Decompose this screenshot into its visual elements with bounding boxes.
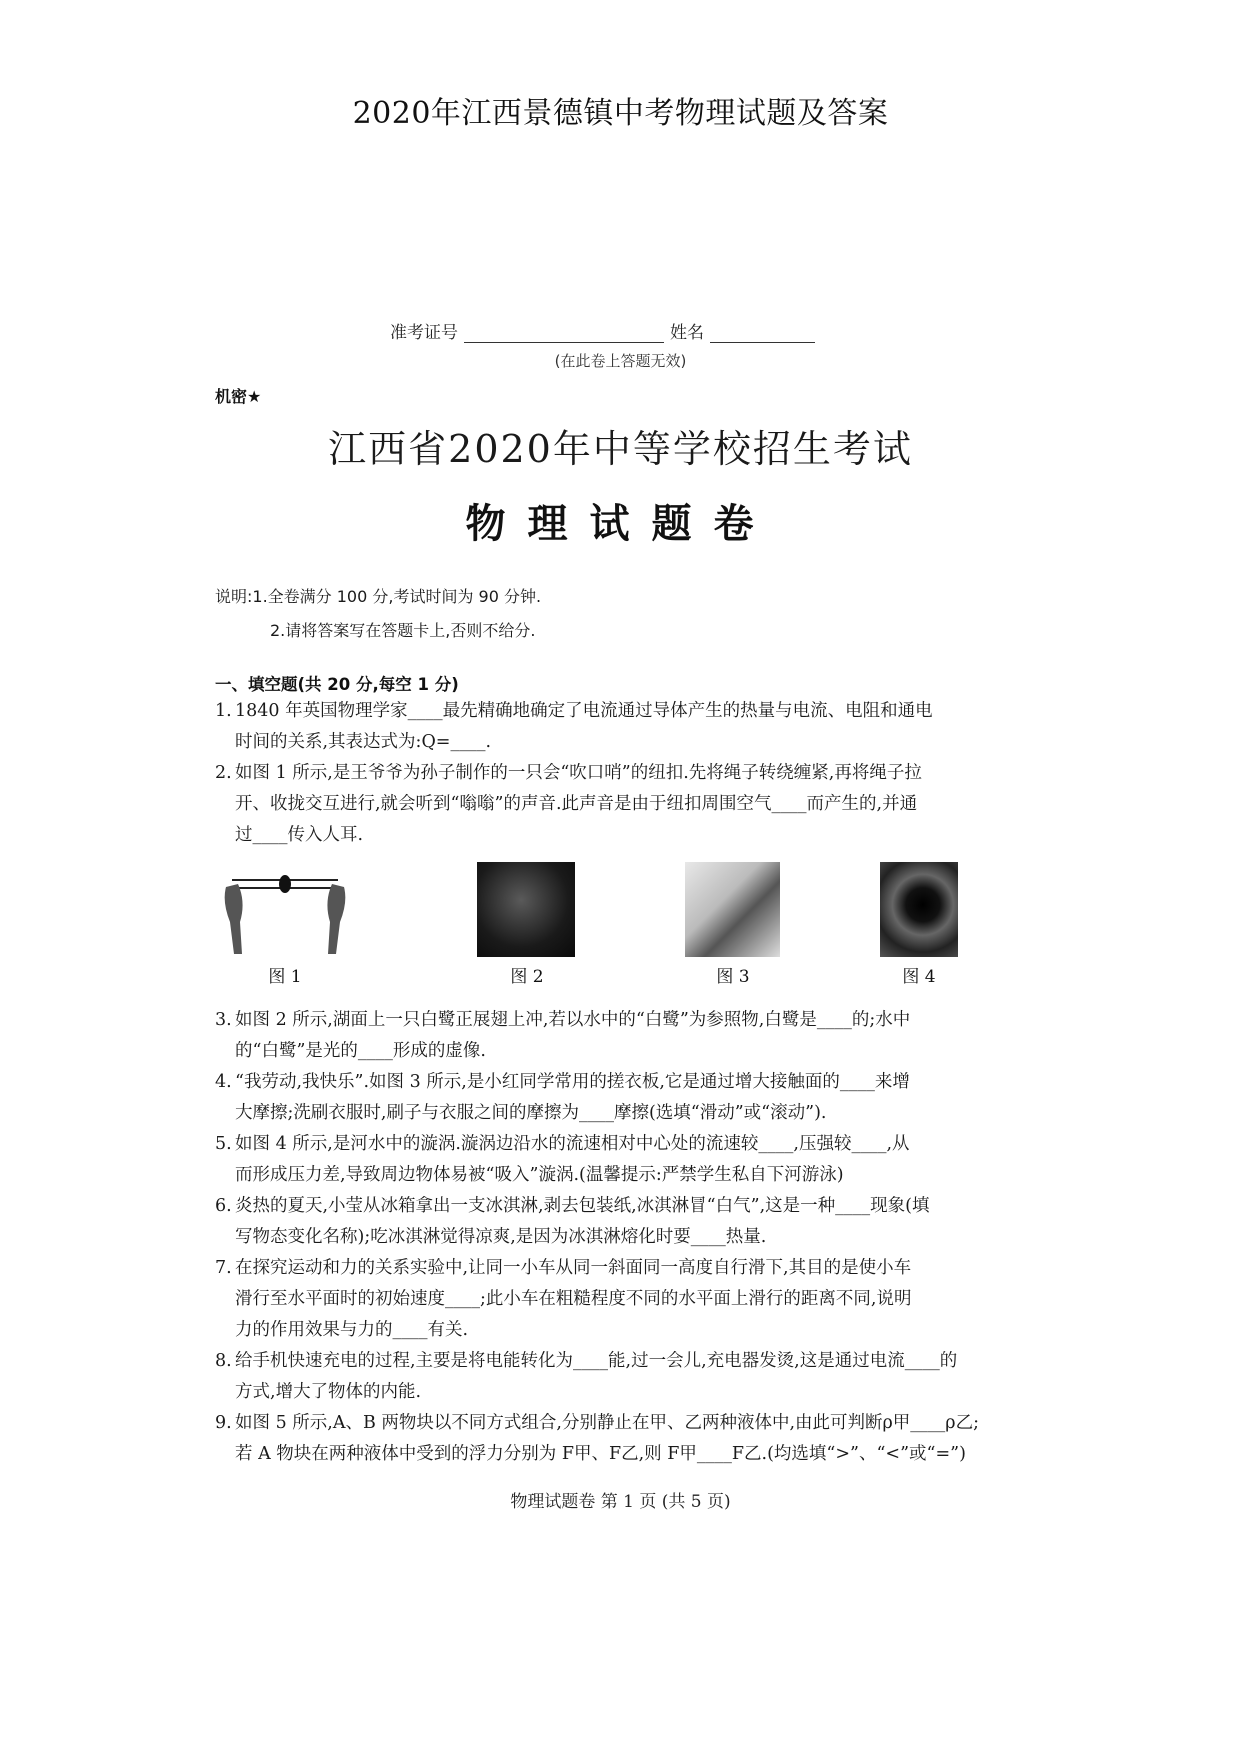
whirlpool-image [880, 862, 958, 957]
name-blank [710, 328, 815, 343]
figure-4-caption: 图 4 [902, 967, 936, 987]
question-4: 4. “我劳动,我快乐”.如图 3 所示,是小红同学常用的搓衣板,它是通过增大接触面的____来增 大摩擦;洗刷衣服时,刷子与衣服之间的摩擦为____摩擦(选填“滑动”或“滚动”). [215, 1072, 910, 1123]
question-7: 7. 在探究运动和力的关系实验中,让同一小车从同一斜面同一高度自行滑下,其目的是使小车 滑行至水平面时的初始速度____;此小车在粗糙程度不同的水平面上滑行的距离不同,说明 力的作用效果与力的____有关. [215, 1258, 912, 1340]
document-title: 2020年江西景德镇中考物理试题及答案 [352, 96, 889, 131]
question-6: 6. 炎热的夏天,小莹从冰箱拿出一支冰淇淋,剥去包装纸,冰淇淋冒“白气”,这是一种____现象(填 写物态变化名称);吃冰淇淋觉得凉爽,是因为冰淇淋熔化时要____热量. [215, 1196, 930, 1247]
candidate-id-line [390, 318, 821, 343]
figure-2-caption: 图 2 [510, 967, 544, 987]
paper-title: 物理试题卷 [465, 501, 776, 547]
question-5: 5. 如图 4 所示,是河水中的漩涡.漩涡边沿水的流速相对中心处的流速较____,压强较____,从 而形成压力差,导致周边物体易被“吸入”漩涡.(温馨提示:严禁学生私自下河游泳) [215, 1134, 910, 1185]
id-blank [464, 328, 664, 343]
washboard-image [685, 862, 780, 957]
invalid-note: (在此卷上答题无效) [554, 352, 687, 370]
question-1: 1. 1840 年英国物理学家____最先精确地确定了电流通过导体产生的热量与电流、电阻和通电 时间的关系,其表达式为:Q=____. [215, 701, 933, 752]
figure-row [215, 862, 1015, 987]
name-label: 姓名 [670, 323, 704, 343]
egret-lake-image [477, 862, 575, 957]
question-9: 9. 如图 5 所示,A、B 两物块以不同方式组合,分别静止在甲、乙两种液体中,由此可判断ρ甲____ρ乙; 若 A 物块在两种液体中受到的浮力分别为 F甲、F乙,则 F甲____F乙.(均选填“>”、“<”或“=”) [215, 1413, 979, 1464]
question-3: 3. 如图 2 所示,湖面上一只白鹭正展翅上冲,若以水中的“白鹭”为参照物,白鹭是____的;水中 的“白鹭”是光的____形成的虚像. [215, 1010, 911, 1061]
button-whistle-image [220, 862, 350, 957]
figure-3-caption: 图 3 [716, 967, 750, 987]
exam-name: 江西省2020年中等学校招生考试 [328, 427, 913, 471]
instructions [215, 580, 541, 648]
question-8: 8. 给手机快速充电的过程,主要是将电能转化为____能,过一会儿,充电器发烫,这是通过电流____的 方式,增大了物体的内能. [215, 1351, 958, 1402]
secret-mark: 机密★ [215, 387, 262, 406]
question-2: 2. 如图 1 所示,是王爷爷为孙子制作的一只会“吹口哨”的纽扣.先将绳子转绕缠紧,再将绳子拉 开、收拢交互进行,就会听到“嗡嗡”的声音.此声音是由于纽扣周围空气____而产生的,并通 过____传入人耳. [215, 763, 922, 845]
page-footer: 物理试题卷 第 1 页 (共 5 页) [510, 1492, 731, 1512]
section-title: 一、填空题(共 20 分,每空 1 分) [215, 675, 459, 694]
instruction-2: 2.请将答案写在答题卡上,否则不给分. [270, 621, 536, 640]
instruction-1: 说明:1.全卷满分 100 分,考试时间为 90 分钟. [215, 587, 542, 606]
id-label: 准考证号 [390, 323, 458, 343]
figure-1-caption: 图 1 [268, 967, 302, 987]
